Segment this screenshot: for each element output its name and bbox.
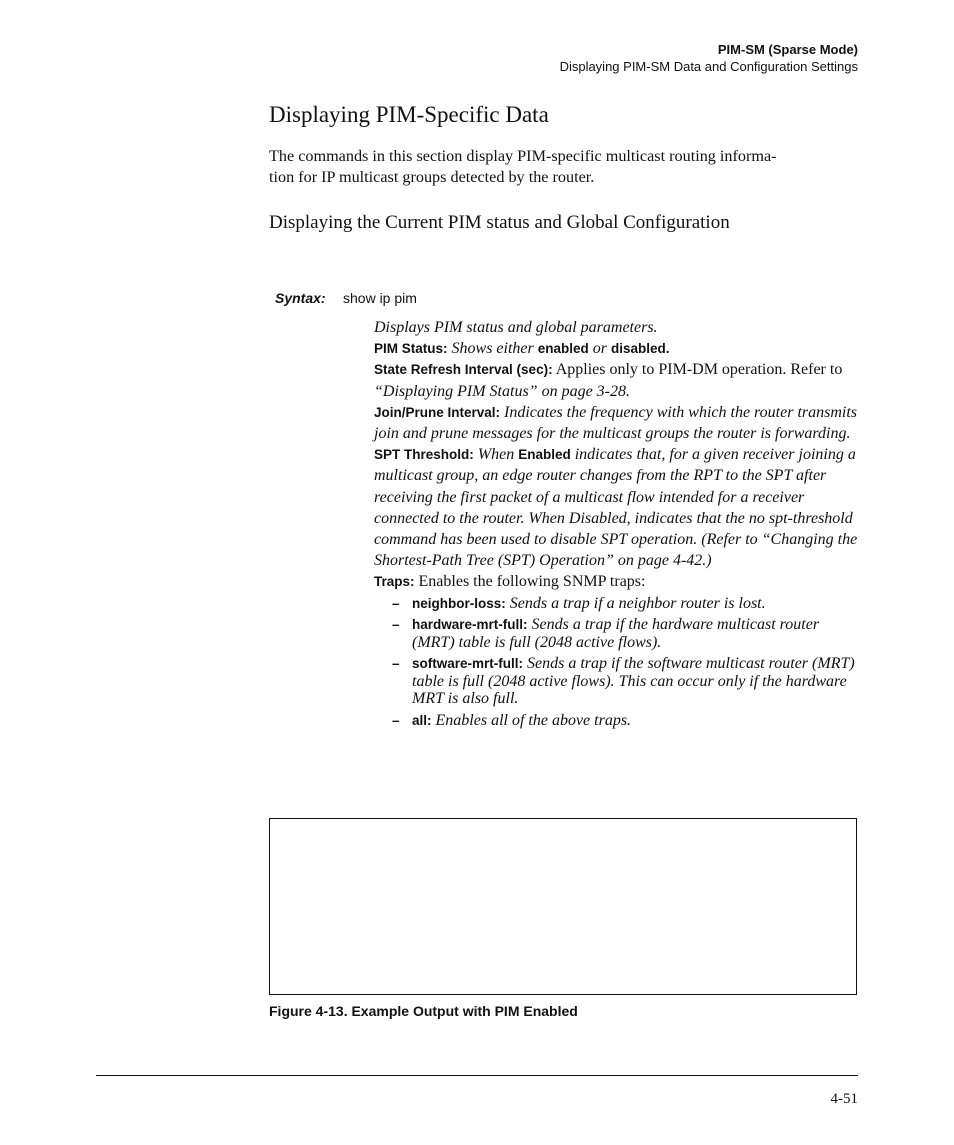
- traps-key: Traps:: [374, 574, 415, 590]
- trap-key: hardware-mrt-full:: [412, 617, 528, 633]
- dash-bullet: –: [392, 595, 400, 611]
- enabled-value: enabled: [537, 341, 589, 357]
- running-header: [560, 41, 858, 75]
- list-item: – software-mrt-full: Sends a trap if the software multicast router (MRT) table is full (2048 active flows). This can occur only if the hardware MRT is also full.: [392, 655, 855, 708]
- syntax-row: [275, 290, 417, 306]
- figure-caption: Figure 4-13. Example Output with PIM Enabled: [269, 1003, 578, 1019]
- page-number: 4-51: [830, 1091, 858, 1107]
- page-heading: Displaying PIM-Specific Data: [269, 102, 549, 127]
- state-refresh-reference: “Displaying PIM Status” on page 3-28: [374, 382, 626, 400]
- footer-divider: [96, 1075, 858, 1076]
- command-description: [374, 317, 864, 733]
- join-prune-key: Join/Prune Interval:: [374, 404, 501, 420]
- subsection-heading: Displaying the Current PIM status and Global Configuration: [269, 212, 730, 233]
- intro-line-1: The commands in this section display PIM-specific multicast routing informa-: [269, 147, 777, 165]
- spt-enabled-value: Enabled: [518, 447, 571, 463]
- trap-key: all:: [412, 712, 432, 728]
- dash-bullet: –: [392, 617, 400, 633]
- syntax-label: Syntax:: [275, 290, 326, 306]
- list-item: – all: Enables all of the above traps.: [392, 711, 632, 729]
- pim-status-key: PIM Status:: [374, 341, 448, 357]
- spt-threshold-entry: SPT Threshold: When Enabled indicates that, for a given receiver joining a multicast group, an edge router changes from the RPT to the SPT after receiving the first packet of a multicast flow intended for a receiver connected to the router. When Disabled, indicates that the no spt-threshold command has been used to disable SPT operation. (Refer to “Changing the Shortest-Path Tree (SPT) Operation” on page 4-42.): [374, 446, 858, 570]
- section-title: Displaying PIM-SM Data and Configuration Settings: [559, 59, 858, 74]
- disabled-value: disabled.: [610, 341, 670, 357]
- trap-key: software-mrt-full:: [412, 656, 523, 672]
- spt-threshold-key: SPT Threshold:: [374, 447, 474, 463]
- dash-bullet: –: [392, 656, 400, 672]
- list-item: – neighbor-loss: Sends a trap if a neighbor router is lost.: [392, 594, 766, 612]
- intro-paragraph: [269, 146, 861, 188]
- join-prune-entry: Join/Prune Interval: Indicates the frequency with which the router transmits join and prune messages for the multicast groups the router is forwarding.: [374, 403, 858, 443]
- state-refresh-entry: State Refresh Interval (sec): Applies only to PIM-DM operation. Refer to “Displaying PIM Status” on page 3-28.: [374, 361, 843, 400]
- dash-bullet: –: [392, 712, 400, 728]
- state-refresh-key: State Refresh Interval (sec):: [374, 362, 553, 378]
- chapter-title: PIM-SM (Sparse Mode): [717, 42, 858, 57]
- syntax-command: show ip pim: [343, 290, 417, 306]
- figure-frame: [269, 818, 857, 995]
- traps-entry: Traps: Enables the following SNMP traps:: [374, 573, 646, 591]
- description-summary: Displays PIM status and global parameters.: [374, 319, 658, 336]
- trap-key: neighbor-loss:: [412, 595, 506, 611]
- list-item: – hardware-mrt-full: Sends a trap if the hardware multicast router (MRT) table is full (2048 active flows).: [392, 616, 820, 651]
- intro-line-2: tion for IP multicast groups detected by the router.: [269, 168, 595, 186]
- pim-status-entry: PIM Status: Shows either enabled or disabled.: [374, 340, 670, 358]
- traps-list: [374, 595, 864, 730]
